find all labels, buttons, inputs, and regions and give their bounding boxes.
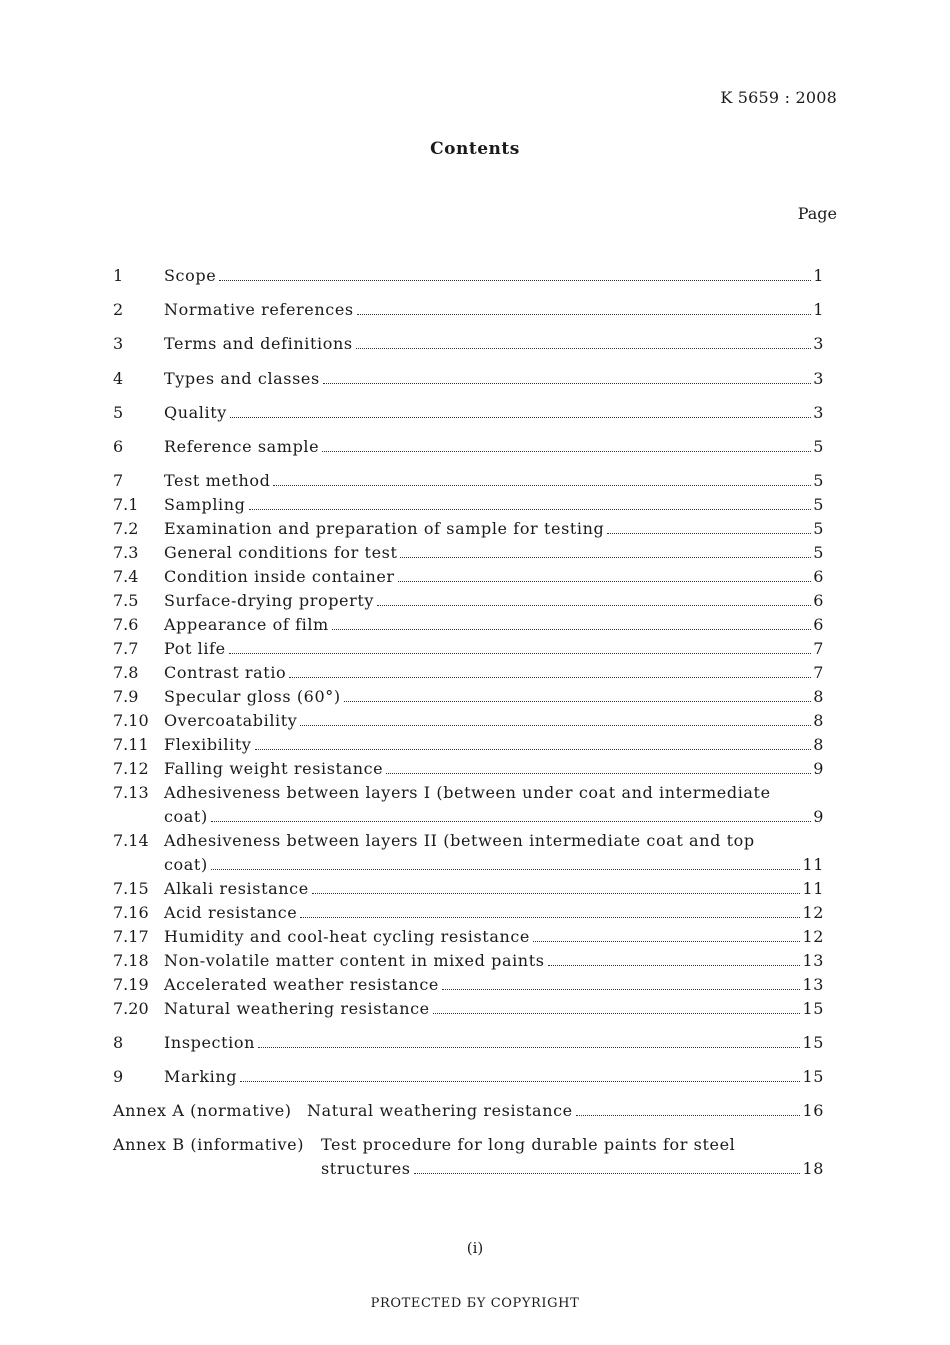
page-title: Contents: [430, 139, 520, 159]
leader-dots: [332, 629, 811, 630]
toc-page: 12: [802, 903, 824, 922]
leader-dots: [548, 965, 801, 966]
toc-title: Falling weight resistance: [164, 759, 384, 778]
toc-title: Marking: [164, 1067, 238, 1086]
toc-title: Overcoatability: [164, 711, 298, 730]
page-column-header: Page: [797, 204, 837, 223]
leader-dots: [240, 1081, 800, 1082]
toc-title-line1: Adhesiveness between layers II (between intermediate coat and top: [164, 831, 755, 850]
leader-dots: [357, 314, 812, 315]
toc-page: 15: [802, 1033, 824, 1052]
annex-label: Annex A (normative): [113, 1101, 292, 1120]
leader-dots: [323, 383, 811, 384]
toc-page: 8: [813, 735, 824, 754]
toc-number: 7.1: [113, 495, 139, 514]
toc-page: 15: [802, 1067, 824, 1086]
toc-title: Specular gloss (60°): [164, 687, 341, 706]
toc-page: 5: [813, 437, 824, 456]
toc-page: 5: [813, 519, 824, 538]
toc-page: 1: [813, 300, 824, 319]
leader-dots: [249, 509, 812, 510]
toc-title: Test method: [164, 471, 271, 490]
toc-number: 9: [113, 1067, 124, 1086]
toc-page: 8: [813, 687, 824, 706]
toc-number: 1: [113, 266, 124, 285]
toc-number: 7.4: [113, 567, 139, 586]
toc-title: Inspection: [164, 1033, 255, 1052]
toc-title-line1: Adhesiveness between layers I (between under coat and intermediate: [164, 783, 771, 802]
leader-dots: [211, 869, 801, 870]
toc-title-line1: Test procedure for long durable paints for steel: [321, 1135, 736, 1154]
toc-number: 7.17: [113, 927, 149, 946]
toc-number: 6: [113, 437, 124, 456]
toc-page: 5: [813, 543, 824, 562]
toc-title: Types and classes: [164, 369, 320, 388]
toc-title: Surface-drying property: [164, 591, 375, 610]
toc-number: 7.13: [113, 783, 149, 802]
toc-page: 16: [802, 1101, 824, 1120]
toc-page: 8: [813, 711, 824, 730]
toc-page: 7: [813, 663, 824, 682]
toc-page: 15: [802, 999, 824, 1018]
toc-page: 11: [802, 879, 824, 898]
leader-dots: [273, 485, 811, 486]
toc-page: 11: [802, 855, 824, 874]
toc-title: Humidity and cool-heat cycling resistance: [164, 927, 530, 946]
toc-page: 18: [802, 1159, 824, 1178]
toc-title: Contrast ratio: [164, 663, 287, 682]
toc-number: 7.12: [113, 759, 149, 778]
toc-page: 1: [813, 266, 824, 285]
toc-title: Accelerated weather resistance: [164, 975, 439, 994]
toc-page: 7: [813, 639, 824, 658]
toc-page: 13: [802, 951, 824, 970]
toc-title: Natural weathering resistance: [164, 999, 430, 1018]
leader-dots: [386, 773, 811, 774]
leader-dots: [300, 725, 811, 726]
toc-page: 3: [813, 369, 824, 388]
toc-title: Non-volatile matter content in mixed paints: [164, 951, 545, 970]
toc-page: 5: [813, 495, 824, 514]
leader-dots: [300, 917, 800, 918]
toc-page: 13: [802, 975, 824, 994]
toc-number: 7.10: [113, 711, 149, 730]
leader-dots: [219, 280, 811, 281]
annex-label: Annex B (informative): [113, 1135, 305, 1154]
page-number: (i): [466, 1239, 484, 1257]
leader-dots: [211, 821, 811, 822]
toc-title: Terms and definitions: [164, 334, 353, 353]
leader-dots: [442, 989, 800, 990]
leader-dots: [230, 417, 811, 418]
toc-title: Condition inside container: [164, 567, 395, 586]
leader-dots: [414, 1173, 801, 1174]
toc-page: 6: [813, 591, 824, 610]
leader-dots: [289, 677, 811, 678]
toc-number: 8: [113, 1033, 124, 1052]
leader-dots: [433, 1013, 801, 1014]
toc-number: 3: [113, 334, 124, 353]
leader-dots: [398, 581, 812, 582]
toc-title-line2: structures: [321, 1159, 411, 1178]
toc-page: 3: [813, 403, 824, 422]
toc-title: Scope: [164, 266, 217, 285]
toc-page: 6: [813, 615, 824, 634]
toc-number: 7.16: [113, 903, 149, 922]
toc-number: 7.14: [113, 831, 149, 850]
toc-number: 7.9: [113, 687, 139, 706]
toc-number: 7.8: [113, 663, 139, 682]
leader-dots: [576, 1115, 801, 1116]
toc-number: 7.18: [113, 951, 149, 970]
toc-title-line2: coat): [164, 807, 208, 826]
toc-page: 5: [813, 471, 824, 490]
toc-page: 9: [813, 807, 824, 826]
leader-dots: [229, 653, 812, 654]
toc-title: Pot life: [164, 639, 226, 658]
leader-dots: [400, 557, 811, 558]
toc-title: Natural weathering resistance: [307, 1101, 573, 1120]
toc-title: Flexibility: [164, 735, 252, 754]
toc-page: 12: [802, 927, 824, 946]
toc-title: Reference sample: [164, 437, 320, 456]
leader-dots: [322, 451, 811, 452]
toc-title: General conditions for test: [164, 543, 398, 562]
toc-number: 7.6: [113, 615, 139, 634]
toc-number: 7.20: [113, 999, 149, 1018]
leader-dots: [607, 533, 811, 534]
leader-dots: [258, 1047, 800, 1048]
toc-number: 7.11: [113, 735, 149, 754]
toc-page: 3: [813, 334, 824, 353]
toc-title: Alkali resistance: [164, 879, 309, 898]
toc-title: Appearance of film: [164, 615, 329, 634]
toc-number: 4: [113, 369, 124, 388]
toc-number: 7.15: [113, 879, 149, 898]
toc-title: Quality: [164, 403, 227, 422]
toc-page: 6: [813, 567, 824, 586]
toc-title: Examination and preparation of sample for testing: [164, 519, 605, 538]
toc-page: 9: [813, 759, 824, 778]
leader-dots: [344, 701, 812, 702]
leader-dots: [312, 893, 801, 894]
leader-dots: [533, 941, 800, 942]
toc-number: 2: [113, 300, 124, 319]
toc-number: 7.19: [113, 975, 149, 994]
toc-title: Normative references: [164, 300, 354, 319]
toc-number: 7.5: [113, 591, 139, 610]
document-number: K 5659 : 2008: [720, 88, 837, 107]
leader-dots: [377, 605, 811, 606]
toc-number: 5: [113, 403, 124, 422]
copyright-notice: PROTECTED БY COPYRIGHT: [370, 1296, 580, 1311]
toc-title: Sampling: [164, 495, 246, 514]
toc-number: 7.3: [113, 543, 139, 562]
leader-dots: [255, 749, 812, 750]
leader-dots: [356, 348, 812, 349]
toc-number: 7.7: [113, 639, 139, 658]
toc-title-line2: coat): [164, 855, 208, 874]
toc-number: 7.2: [113, 519, 139, 538]
toc-number: 7: [113, 471, 124, 490]
toc-title: Acid resistance: [164, 903, 298, 922]
